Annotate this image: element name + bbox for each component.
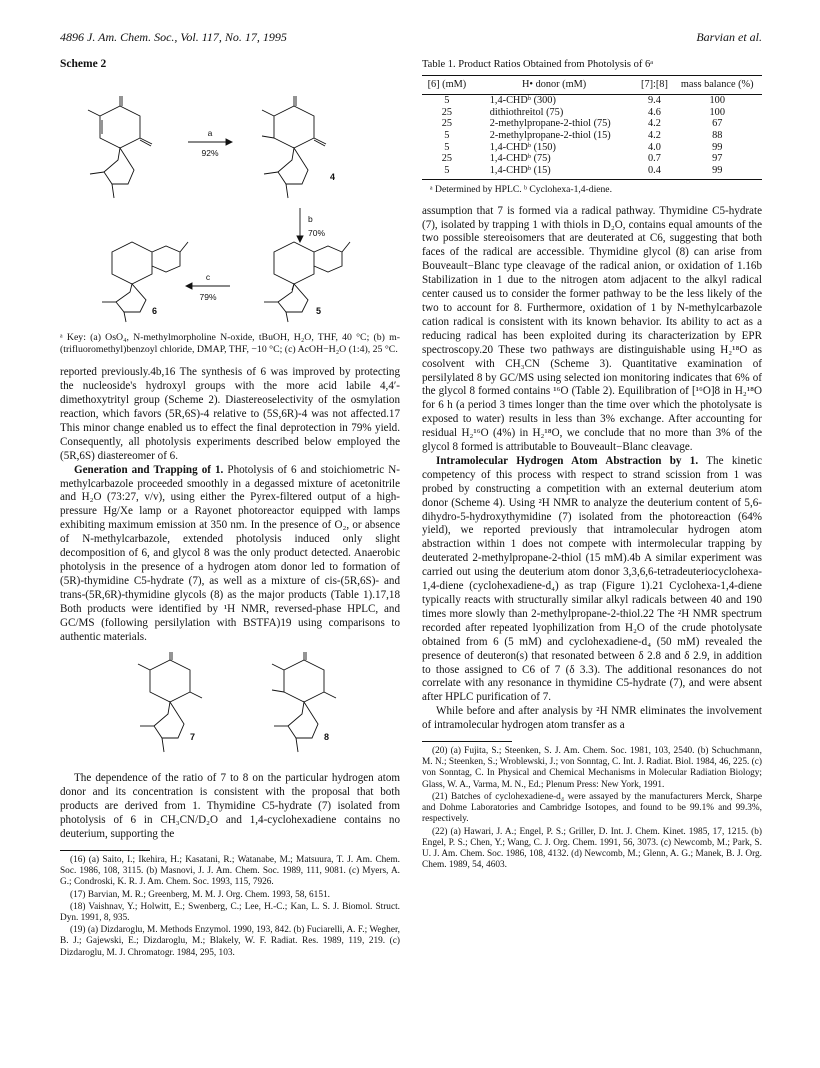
- table-row: [422, 142, 762, 154]
- table-cell: 4.6: [648, 106, 661, 118]
- table-cell: 67: [712, 118, 723, 130]
- table-title: Table 1. Product Ratios Obtained from Photolysis of 6ᵃ: [422, 59, 654, 70]
- paragraph: While before and after analysis by ²H NMR eliminates the involvement of intramolecular hydrogen atom transfer as a: [422, 705, 762, 732]
- footnote: (20) (a) Fujita, S.; Steenken, S. J. Am. Chem. Soc. 1981, 103, 2540. (b) Schuchmann, M. N.; Steenken, S.; Wroblewski, J.; von Sonntag, C. Int. J. Radiat. Biol. 1984, 46, 225. (c) von Sonntag, C. In Physical and Chemical Mechanisms in Molecular Radiation Biology; Glass, W. A., Varma, M. N., Ed.; Plenum Press: New York, 1991.: [422, 746, 762, 790]
- arrow-a-yield: 92%: [201, 147, 219, 158]
- table-cell: 100: [709, 106, 725, 118]
- table-row: [422, 94, 762, 106]
- column-header: H• donor (mM): [472, 75, 637, 94]
- paragraph: [422, 455, 762, 705]
- footnote: (21) Batches of cyclohexadiene-d₄ were assayed by the manufacturers Merck, Sharpe and Dohme Laboratories and Cambridge Isotopes, and found to be 99.1% and 99.3%, respectively.: [422, 791, 762, 825]
- table-cell: 97: [712, 153, 723, 165]
- paragraph: assumption that 7 is formed via a radical pathway. Thymidine C5-hydrate (7), isolated by trapping 1 with thiols in D₂O, contains equal amounts of the two possible stereoisomers that are deuterated at C6, suggesting that both faces of the radical are accessible. Thymidine glycol (8) can arise from Bouveault−Blanc type cleavage of the radical anion, or oxidation of 1.16b Stabilization in 1 due to the nitrogen atom adjacent to the alkyl radical center caused us to consider the former pathway to be the less likely of the two to account for 8. Furthermore, oxidation of 1 by N-methylcarbazole cation radical is consistent with its known behavior. Its ability to act as a reducing radical has been exploited during its characterization by EPR spectroscopy.20 These two pathways are distinguishable using H₂¹⁸O as cosolvent with CH₃CN (Scheme 3). Quantitative examination of persilylated 8 by GC/MS using selected ion monitoring indicates that 6% of the glycol 8 formed contains ¹⁶O (Table 2). Equilibration of [¹⁶O]8 in H₂¹⁸O for 6 h (a period 3 times longer than the time over which the photolysate is exposed to water) results in less than 3% exchange. After accounting for residual H₂¹⁶O (4%) in H₂¹⁸O, we conclude that no more than 3% of the glycol 8 formed is attributable to Bouveault−Blanc cleavage.: [422, 204, 762, 454]
- table-cell: 2-methylpropane-2-thiol (15): [489, 129, 611, 141]
- footnote-rule: [60, 850, 150, 851]
- table-cell: 5: [422, 165, 472, 179]
- arrow-a-label: a: [207, 127, 213, 138]
- table-cell: 25: [441, 106, 453, 118]
- table-cell: dithiothreitol (75): [489, 106, 564, 118]
- scheme-key: ᵃ Key: (a) OsO₄, N-methylmorpholine N-oxide, tBuOH, H₂O, THF, 40 °C; (b) m-(trifluoromethyl)benzoyl chloride, DMAP, THF, −10 °C; (c) AcOH−H₂O (1:4), 25 °C.: [60, 331, 400, 356]
- scheme-2-diagram: [60, 76, 400, 328]
- table-cell: 4.2: [648, 129, 661, 141]
- table-cell: 4.0: [648, 141, 661, 153]
- arrow-c-label: c: [205, 271, 211, 282]
- table-row: [422, 107, 762, 119]
- table-cell: 5: [444, 129, 450, 141]
- column-header: mass balance (%): [672, 75, 762, 94]
- footnote: (17) Barvian, M. R.; Greenberg, M. M. J. Org. Chem. 1993, 58, 6151.: [70, 889, 330, 900]
- paragraph: The dependence of the ratio of 7 to 8 on the particular hydrogen atom donor and its concentration is consistent with the proposal that both products are derived from 1. Thymidine C5-hydrate (7) isolated from photolysis of 6 in CH₃CN/D₂O and 1,4-cyclohexadiene contains no deuterium, supporting the: [60, 772, 400, 841]
- arrow-b-yield: 70%: [308, 227, 326, 238]
- paragraph: reported previously.4b,16 The synthesis of 6 was improved by protecting the nucleoside's hydroxyl groups with the more acid labile 4,4′-dimethoxytrityl group (Scheme 2). Diastereoselectivity of the osmylation reaction, which favors (5R,6S)-4 relative to (5S,6R)-4 was not affected.17 This minor change enabled us to effect the final deprotection in 79% yield. Consequently, all photolysis experiments described below employed the (5R,6S) diastereomer of 6.: [60, 366, 400, 462]
- table-row: [422, 130, 762, 142]
- table-row: [422, 165, 762, 179]
- arrow-b-label: b: [308, 213, 313, 224]
- table-cell: 1,4-CHDᵇ (75): [489, 153, 551, 165]
- section-heading: Intramolecular Hydrogen Atom Abstraction by 1.: [436, 454, 699, 467]
- table-cell: 88: [712, 129, 723, 141]
- table-cell: 2-methylpropane-2-thiol (75): [489, 118, 611, 130]
- structures-7-8-diagram: [60, 648, 400, 766]
- compound-7-label: 7: [190, 732, 196, 743]
- table-cell: 25: [441, 153, 453, 165]
- table-row: [422, 118, 762, 130]
- table-cell: 9.4: [648, 94, 661, 106]
- table-row: [422, 153, 762, 165]
- compound-4-label: 4: [330, 171, 336, 182]
- table-cell: 100: [709, 94, 725, 106]
- footnote: (16) (a) Saito, I.; Ikehira, H.; Kasatani, R.; Watanabe, M.; Matsuura, T. J. Am. Chem. Soc. 1986, 108, 3115. (b) Masnovi, J. J. Am. Chem. Soc. 1989, 111, 9081. (c) Myers, A. G.; Condroski, K. R. J. Am. Chem. Soc. 1993, 115, 7926.: [60, 854, 400, 888]
- table-cell: 99: [672, 165, 762, 179]
- column-header: [7]:[8]: [636, 75, 672, 94]
- table-cell: 0.7: [648, 153, 661, 165]
- section-heading: Generation and Trapping of 1.: [74, 463, 224, 476]
- table-cell: 1,4-CHDᵇ (150): [489, 141, 556, 153]
- table-cell: 5: [444, 141, 450, 153]
- table-header-row: [422, 75, 762, 94]
- left-column: [60, 58, 400, 960]
- table-cell: 5: [444, 94, 450, 106]
- compound-6-label: 6: [152, 305, 158, 316]
- table-cell: 99: [712, 141, 723, 153]
- footnote: (18) Vaishnav, Y.; Holwitt, E.; Swenberg, C.; Lee, H.-C.; Kan, L. S. J. Biomol. Struct. Dyn. 1991, 8, 935.: [60, 901, 400, 923]
- arrow-c-yield: 79%: [199, 291, 217, 302]
- paragraph-text: Photolysis of 6 and stoichiometric N-methylcarbazole proceeded smoothly in a degassed mixture of acetonitrile and H₂O (73:27, v/v), using either the Pyrex-filtered output of a high-pressure Hg/Xe lamp or a Rayonet photoreactor equipped with lamps exhibiting maximum emission at 350 nm. In the presence of O₂, or absence of N-methylcarbazole, extended photolysis induced only slight decomposition of 6, and glycol 8 was the only product detected. Anaerobic photolysis in the presence of a hydrogen atom donor led to formation of (5R)-thymidine C5-hydrate (7), as well as a mixture of cis-(5R,6S)- and trans-(5R,6R)-thymidine glycols (8) as the major products (Table 1).17,18 Both products were identified by ¹H NMR, reversed-phase HPLC, and GC/MS (following persilylation with BSTFA)19 using comparisons to authentic materials.: [60, 463, 400, 643]
- table-cell: 1,4-CHDᵇ (15): [472, 165, 637, 179]
- table-cell: 4.2: [648, 118, 661, 130]
- paragraph: [60, 464, 400, 645]
- product-ratio-table: [422, 75, 762, 180]
- compound-8-label: 8: [324, 732, 330, 743]
- right-column: [422, 58, 762, 872]
- footnote-rule: [422, 741, 512, 742]
- footnote: (22) (a) Hawari, J. A.; Engel, P. S.; Griller, D. Int. J. Chem. Kinet. 1985, 17, 1215. (b) Engel, P. S.; Chen, Y.; Wang, C. J. Org. Chem. 1991, 56, 3073. (c) Newcomb, M.; Park, S. U. J. Am. Chem. Soc. 1986, 108, 4132. (d) Newcomb, M.; Glenn, A. G.; Manek, B. J. Org. Chem. 1989, 54, 4603.: [422, 826, 762, 871]
- journal-citation: 4896 J. Am. Chem. Soc., Vol. 117, No. 17, 1995: [60, 30, 287, 44]
- author-running-head: Barvian et al.: [696, 30, 762, 44]
- table-cell: 25: [441, 118, 453, 130]
- footnote: (19) (a) Dizdaroglu, M. Methods Enzymol. 1990, 193, 842. (b) Fuciarelli, A. F.; Wegher, B. J.; Gajewski, E.; Dizdaroglu, M.; Blakely, W. F. Radiat. Res. 1989, 119, 219. (c) Dizdaroglu, M. J. Chromatogr. 1984, 295, 103.: [60, 925, 400, 958]
- scheme-title: Scheme 2: [60, 58, 107, 70]
- table-cell: 1,4-CHDᵇ (300): [489, 94, 556, 106]
- paragraph-text: The kinetic competency of this process with respect to strand scission from 1 was probed by constructing a competition with an external deuterium atom donor (Scheme 4). Using ²H NMR to analyze the deuterium content of 5,6-dihydro-5-hydroxythymidine (7) isolated from the photoreaction (64% yield), we reported previously that intramolecular hydrogen atom abstraction within 1 does not compete with intermolecular trapping by deuterated 2-methylpropane-2-thiol (15 mM).4b A similar experiment was carried out using the deuterium atom donor 3,3,6,6-tetradeuteriocyclohexa-1,4-diene (cyclohexadiene-d₄) as trap (Figure 1).21 Cyclohexa-1,4-diene typically reacts with structurally similar alkyl radicals between 40 and 190 times more slowly than 2-methylpropane-2-thiol.22 The ²H NMR spectrum recorded after repeated lyophilization from H₂O of the crude photolysate obtained from 6 (5 mM) and cyclohexadiene-d₄ (50 mM) revealed the presence of deuteron(s) that resonated between δ 2.8 and δ 2.9, in addition to those assigned to C6 of 7 (δ 3.3). The additional resonances do not correlate with any resonance in thymidine C5-hydrate (7), and were absent after HPLC purification of 7.: [422, 454, 763, 704]
- table-footnote: ᵃ Determined by HPLC. ᵇ Cyclohexa-1,4-diene.: [430, 183, 612, 195]
- compound-5-label: 5: [316, 305, 322, 316]
- column-header: [6] (mM): [422, 75, 472, 94]
- page-header: [60, 30, 762, 48]
- table-cell: 0.4: [636, 165, 672, 179]
